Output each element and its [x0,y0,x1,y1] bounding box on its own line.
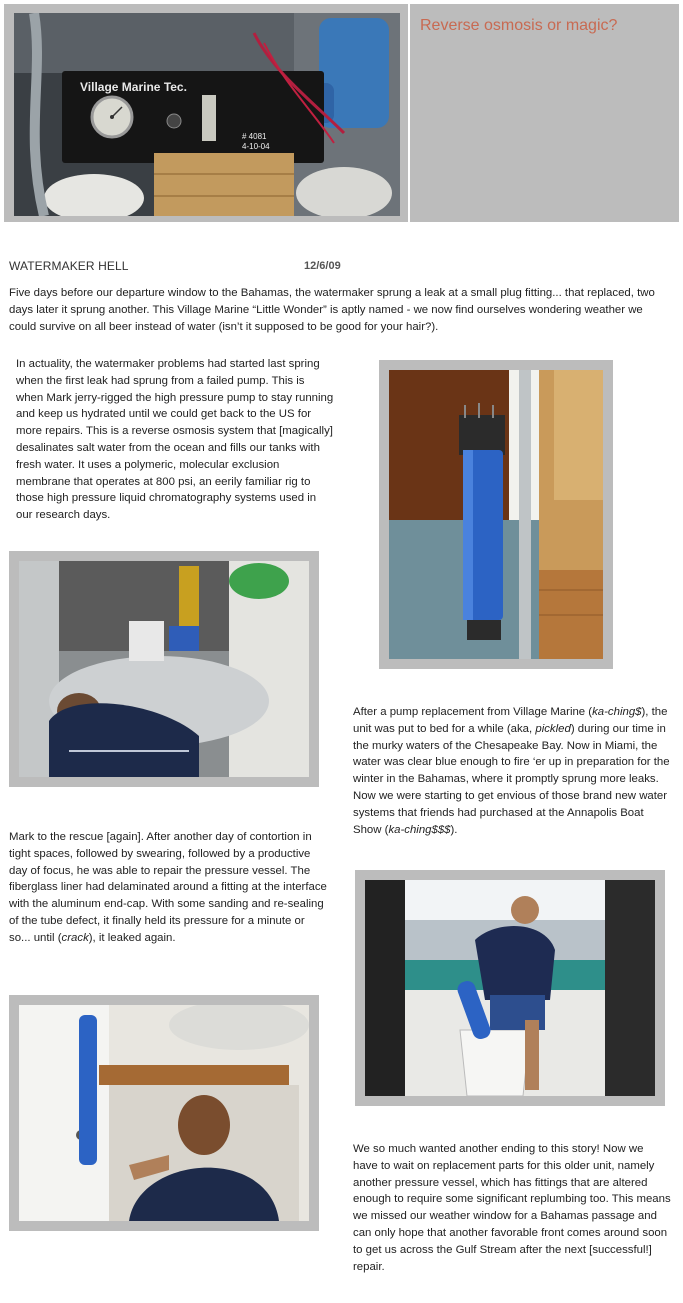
page-title: Reverse osmosis or magic? [420,17,618,34]
pressure-vessel-photo [389,370,603,659]
header-photo-frame [4,4,408,222]
mark-in-locker-photo [19,561,309,777]
article-title: WATERMAKER HELL [9,259,129,273]
pump-replacement-paragraph: After a pump replacement from Village Marine (ka-ching$), the unit was put to bed for a while (aka, pickled) during our time in the murky waters of the Chesapeake Bay. Now in Miami, the water was clear blue enough to fire ‘er up in preparation for the winter in the Bahamas, where it promptly sprung more leaks. Now we were starting to get envious of those brand new water systems that friends had purchased at the Annapolis Boat Show (ka-ching$$$). [353,706,670,836]
cockpit-photo-frame [355,870,665,1106]
actuality-paragraph: In actuality, the watermaker problems had started last spring when the first leak had sprung from a failed pump. This is when Mark jerry-rigged the high pressure pump to stay running and keep us hydrated until we could get back to the US for more repairs. This is a reverse osmosis system that [magically] desalinates salt water from the ocean and fills our tanks with fresh water. It uses a polymeric, molecular exclusion membrane that operates at 800 psi, an eerily familiar rig to those high pressure liquid chromatography systems used in our research days. [16,358,334,522]
pressure-vessel-photo-frame [379,360,613,669]
cabinet-photo-frame [9,995,319,1231]
header-title-panel [410,4,679,222]
ending-paragraph: We so much wanted another ending to this story! Now we have to wait on replacement parts for this older unit, namely another pressure vessel, which has fittings that are altered enough to require some significant replumbing too. This means we missed our weather window for a Bahamas passage and can only hope that another favorable front comes around soon to get us across the Gulf Stream after the next [successful!] repair. [353,1143,671,1273]
mark-in-cockpit-photo [365,880,655,1096]
mark-at-cabinet-photo [19,1005,309,1221]
intro-paragraph: Five days before our departure window to the Bahamas, the watermaker sprung a leak at a small plug fitting... that replaced, two days later it sprung another. This Village Marine “Little Wonder” is aptly named - we now find ourselves wondering weather we could survive on all beer instead of water (isn’t it supposed to be good for your hair?). [9,287,655,333]
photo-tag-label: # 4081 4-10-04 [242,132,270,151]
article-date: 12/6/09 [304,260,341,272]
watermaker-unit-photo [14,13,400,216]
photo-brand-label: Village Marine Tec. [80,80,187,94]
rescue-paragraph: Mark to the rescue [again]. After another day of contortion in tight spaces, followed by swearing, followed by a productive day of focus, he was able to repair the pressure vessel. The fiberglass liner had delaminated around a fitting at the interface with the aluminum end-cap. With some sanding and re-sealing of the tube defect, it finally held its pressure for a minute or so... until (crack), it leaked again. [9,831,327,944]
locker-photo-frame [9,551,319,787]
